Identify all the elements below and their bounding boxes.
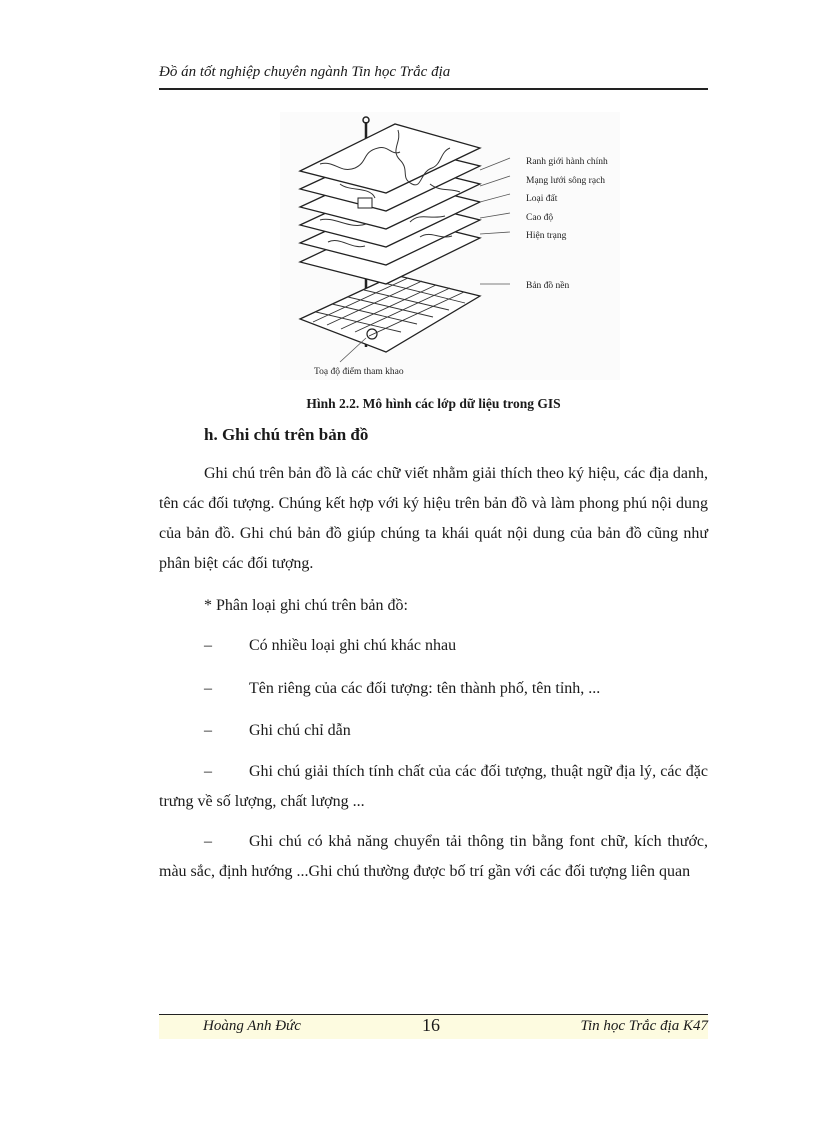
list-item: [204, 631, 708, 661]
list-item: [159, 827, 708, 887]
section-heading: h. Ghi chú trên bản đồ: [204, 425, 369, 444]
dash-marker: –: [204, 722, 212, 739]
list-item: [204, 716, 708, 746]
dash-marker: –: [204, 763, 212, 780]
figure-label-3: Loại đất: [526, 194, 558, 204]
list-item-text: Ghi chú chỉ dẫn: [249, 722, 351, 739]
footer-course: Tin học Trắc địa K47: [580, 1018, 708, 1034]
figure-caption: Hình 2.2. Mô hình các lớp dữ liệu trong GIS: [306, 396, 561, 411]
list-item: [159, 757, 708, 817]
paragraph-1: Ghi chú trên bản đồ là các chữ viết nhằm giải thích theo ký hiệu, các địa danh, tên các đối tượng. Chúng kết hợp với ký hiệu trên bản đồ và làm phong phú nội dung của bản đồ. Ghi chú bản đồ giúp chúng ta khái quát nội dung của bản đồ cũng như phân biệt các đối tượng.: [159, 465, 708, 572]
footer-author: Hoàng Anh Đức: [203, 1018, 301, 1034]
dash-marker: –: [204, 680, 212, 697]
gis-layers-figure: [280, 112, 620, 380]
dash-marker: –: [204, 833, 212, 850]
figure-label-2: Mạng lưới sông rạch: [526, 176, 606, 186]
dash-marker: –: [204, 637, 212, 654]
figure-label-4: Cao độ: [526, 213, 554, 223]
paragraph-2: * Phân loại ghi chú trên bản đồ:: [204, 597, 408, 614]
figure-label-5: Hiện trạng: [526, 231, 567, 241]
page-header-title: Đồ án tốt nghiệp chuyên ngành Tin học Trắc địa: [159, 64, 451, 80]
list-item-text: Có nhiều loại ghi chú khác nhau: [249, 637, 457, 654]
list-item-text: Ghi chú giải thích tính chất của các đối tượng, thuật ngữ địa lý, các đặc trưng về số lượng, chất lượng ...: [159, 763, 708, 810]
list-item-text: Ghi chú có khả năng chuyển tải thông tin bằng font chữ, kích thước, màu sắc, định hướng ...Ghi chú thường được bố trí gần với các đối tượng liên quan: [159, 833, 708, 880]
reference-point-label: Toạ độ điểm tham khao: [314, 367, 404, 377]
header-rule: [159, 88, 708, 90]
page-number: 16: [422, 1015, 440, 1035]
list-item-text: Tên riêng của các đối tượng: tên thành phố, tên tỉnh, ...: [249, 680, 601, 697]
figure-label-6: Bản đồ nền: [526, 281, 570, 291]
list-item: [204, 674, 708, 704]
figure-label-1: Ranh giới hành chính: [526, 157, 608, 167]
